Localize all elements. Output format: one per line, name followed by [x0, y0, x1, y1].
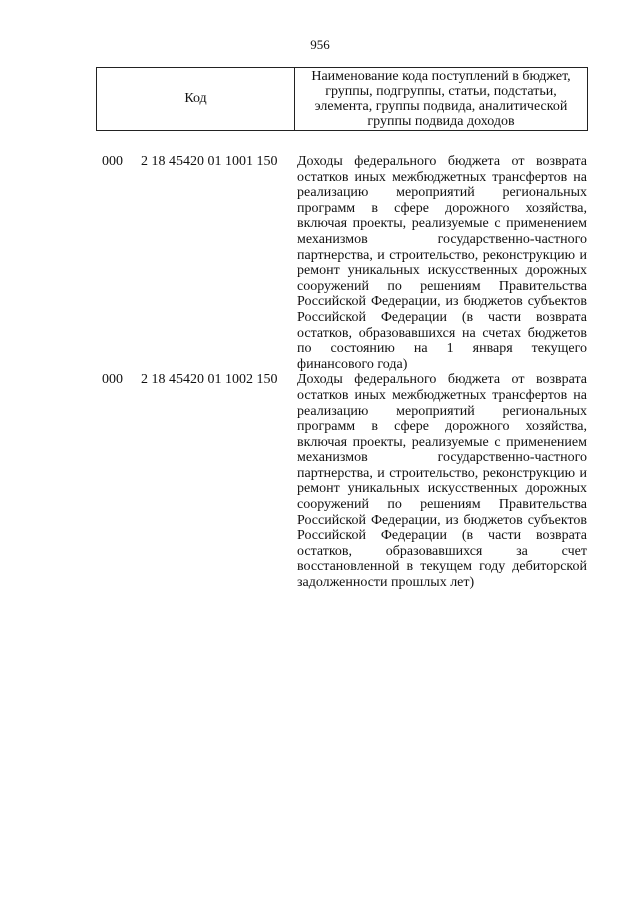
- table-row: [0, 372, 640, 590]
- table-header: [96, 67, 588, 131]
- revenue-description: Доходы федерального бюджета от возврата остатков иных межбюджетных трансфертов на реализацию мероприятий региональных программ в сфере дорожного хозяйства, включая проекты, реализуемые с применением механизмов государственно-частного партнерства, и строительство, реконструкцию и ремонт уникальных искусственных дорожных сооружений по решениям Правительства Российской Федерации, из бюджетов субъектов Российской Федерации (в части возврата остатков, образовавшихся на счетах бюджетов по состоянию на 1 января текущего финансового года): [297, 154, 587, 372]
- header-name-cell: Наименование кода поступлений в бюджет, группы, подгруппы, статьи, подстатьи, элемента, группы подвида, аналитической группы подвида доходов: [311, 69, 571, 129]
- table-body: [0, 154, 640, 591]
- admin-code: 000: [102, 372, 123, 388]
- revenue-description: Доходы федерального бюджета от возврата остатков иных межбюджетных трансфертов на реализацию мероприятий региональных программ в сфере дорожного хозяйства, включая проекты, реализуемые с применением механизмов государственно-частного партнерства, и строительство, реконструкцию и ремонт уникальных искусственных дорожных сооружений по решениям Правительства Российской Федерации, из бюджетов субъектов Российской Федерации (в части возврата остатков, образовавшихся за счет восстановленной в текущем году дебиторской задолженности прошлых лет): [297, 372, 587, 591]
- header-code-cell: Код: [97, 68, 295, 130]
- table-row: [0, 154, 640, 372]
- revenue-code: 2 18 45420 01 1001 150: [141, 154, 278, 169]
- admin-code: 000: [102, 154, 123, 169]
- page-number: 956: [310, 37, 330, 52]
- revenue-code: 2 18 45420 01 1002 150: [141, 372, 278, 388]
